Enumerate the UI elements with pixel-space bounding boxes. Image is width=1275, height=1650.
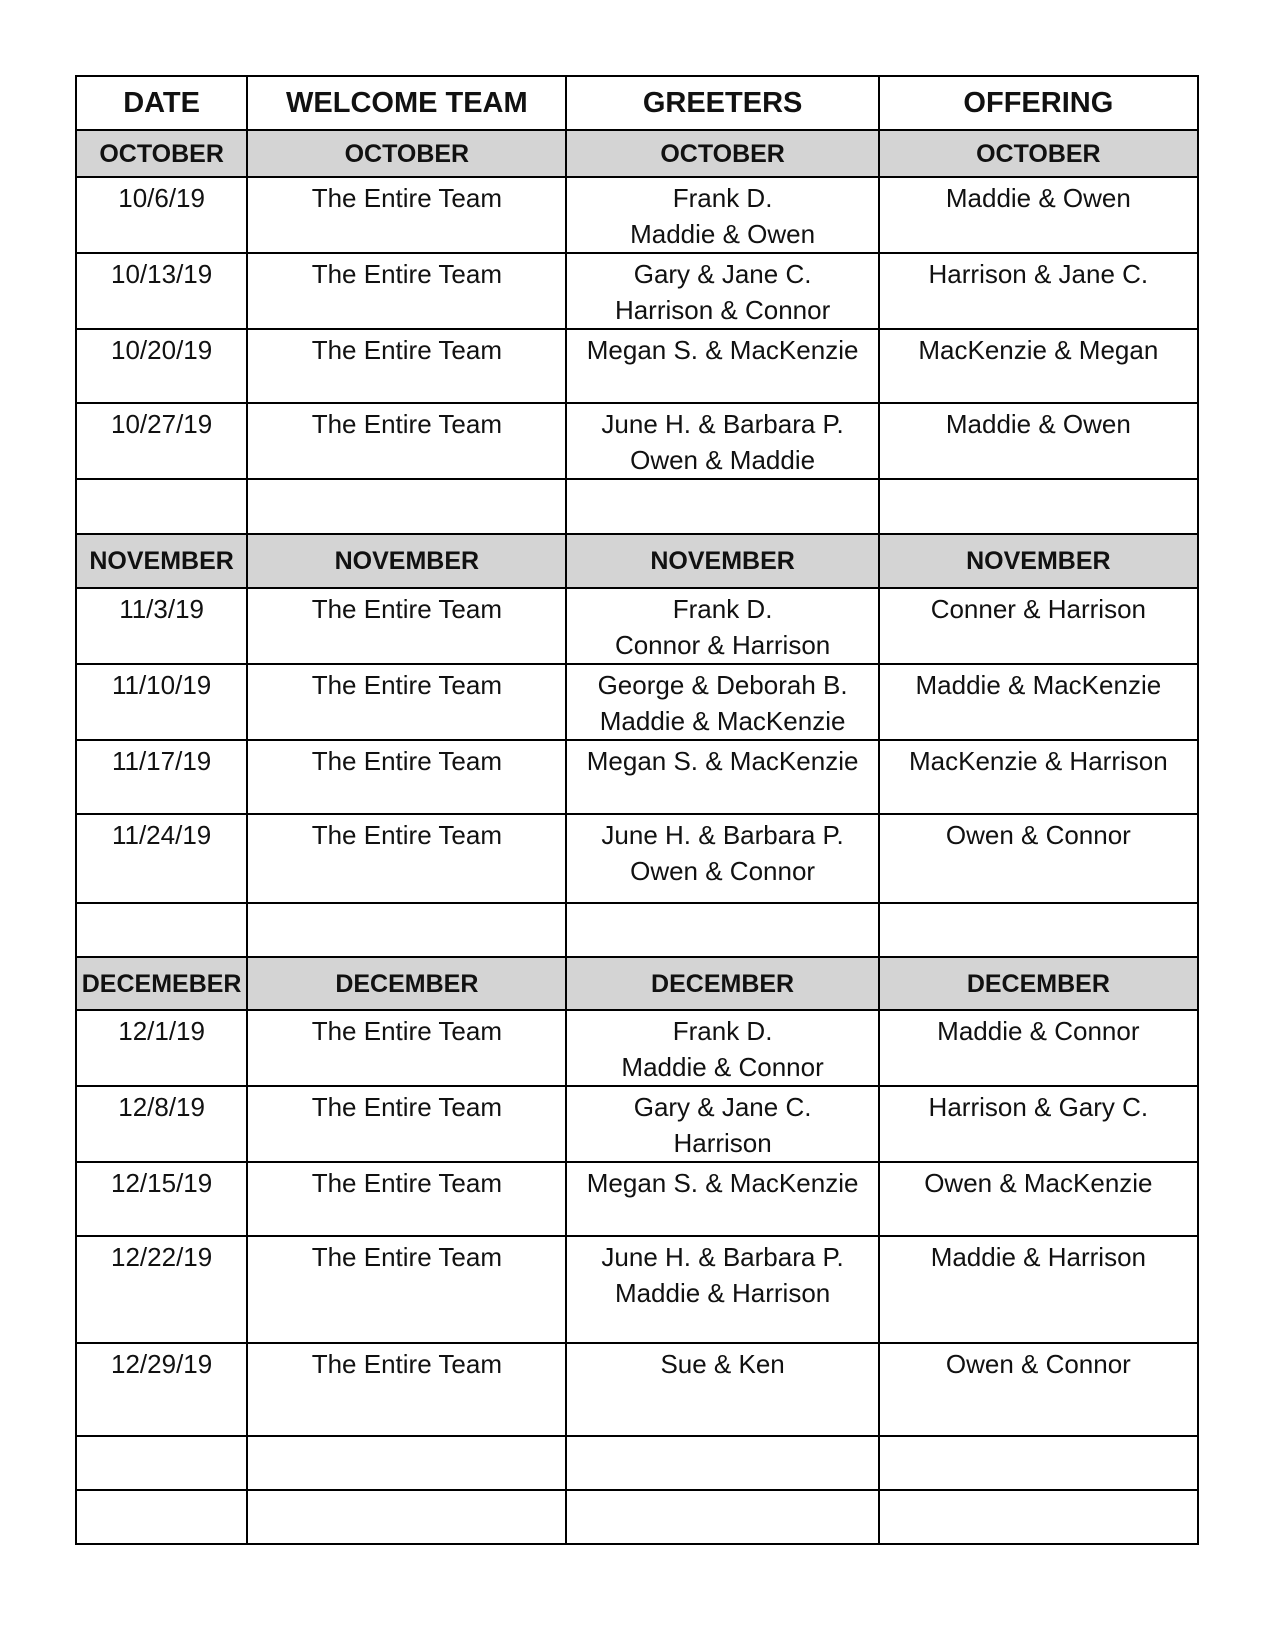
greeter-line: Harrison — [673, 1128, 772, 1158]
blank-cell — [566, 903, 878, 957]
column-header-greeters: GREETERS — [566, 76, 878, 130]
schedule-row — [76, 1236, 1198, 1343]
offering-cell: Harrison & Gary C. — [879, 1086, 1198, 1162]
blank-row — [76, 1490, 1198, 1544]
greeter-line: Maddie & Harrison — [614, 1278, 831, 1308]
welcome-team-cell: The Entire Team — [247, 740, 566, 814]
date-cell: 10/20/19 — [76, 329, 247, 403]
schedule-row — [76, 177, 1198, 253]
welcome-team-cell: The Entire Team — [247, 1343, 566, 1436]
column-header-date: DATE — [76, 76, 247, 130]
month-label-date: OCTOBER — [76, 130, 247, 177]
schedule-row — [76, 740, 1198, 814]
date-cell: 12/15/19 — [76, 1162, 247, 1236]
month-header-row — [76, 957, 1198, 1010]
month-label-welcome-team: DECEMBER — [247, 957, 566, 1010]
greeter-line: Megan S. & MacKenzie — [586, 1168, 859, 1198]
blank-row — [76, 1436, 1198, 1490]
date-cell: 10/13/19 — [76, 253, 247, 329]
month-label-greeters: OCTOBER — [566, 130, 878, 177]
greeters-cell — [566, 1236, 878, 1343]
schedule-row — [76, 253, 1198, 329]
offering-cell: Maddie & Harrison — [879, 1236, 1198, 1343]
offering-cell: MacKenzie & Megan — [879, 329, 1198, 403]
column-header-row — [76, 76, 1198, 130]
month-label-offering: DECEMBER — [879, 957, 1198, 1010]
blank-cell — [879, 479, 1198, 534]
offering-cell: Conner & Harrison — [879, 588, 1198, 664]
blank-cell — [879, 903, 1198, 957]
greeter-line: Maddie & MacKenzie — [599, 706, 846, 736]
date-cell: 10/6/19 — [76, 177, 247, 253]
welcome-team-cell: The Entire Team — [247, 664, 566, 740]
offering-cell: Owen & Connor — [879, 1343, 1198, 1436]
greeter-line: Owen & Maddie — [630, 445, 816, 475]
greeter-line: Sue & Ken — [660, 1349, 785, 1379]
greeter-line: Frank D. — [672, 1016, 773, 1046]
greeter-line: Megan S. & MacKenzie — [586, 335, 859, 365]
greeters-cell — [566, 1010, 878, 1086]
greeter-line: Frank D. — [672, 594, 773, 624]
month-label-date: DECEMEBER — [76, 957, 247, 1010]
month-label-offering: NOVEMBER — [879, 534, 1198, 588]
blank-cell — [247, 1436, 566, 1490]
greeters-cell — [566, 588, 878, 664]
schedule-row — [76, 588, 1198, 664]
greeters-cell — [566, 403, 878, 479]
date-cell: 10/27/19 — [76, 403, 247, 479]
greeter-line: Maddie & Connor — [621, 1052, 824, 1082]
month-label-greeters: DECEMBER — [566, 957, 878, 1010]
offering-cell: Harrison & Jane C. — [879, 253, 1198, 329]
welcome-team-cell: The Entire Team — [247, 177, 566, 253]
offering-cell: MacKenzie & Harrison — [879, 740, 1198, 814]
greeters-cell — [566, 1086, 878, 1162]
greeters-cell — [566, 253, 878, 329]
date-cell: 11/17/19 — [76, 740, 247, 814]
blank-cell — [76, 1436, 247, 1490]
date-cell: 11/10/19 — [76, 664, 247, 740]
greeter-line: Gary & Jane C. — [633, 259, 812, 289]
greeters-cell — [566, 329, 878, 403]
date-cell: 12/29/19 — [76, 1343, 247, 1436]
offering-cell: Maddie & Owen — [879, 403, 1198, 479]
welcome-team-cell: The Entire Team — [247, 1086, 566, 1162]
schedule-row — [76, 403, 1198, 479]
greeter-line: June H. & Barbara P. — [601, 409, 844, 439]
welcome-team-cell: The Entire Team — [247, 1162, 566, 1236]
blank-cell — [76, 1490, 247, 1544]
greeters-cell — [566, 1343, 878, 1436]
greeter-line: Connor & Harrison — [614, 630, 831, 660]
greeters-cell — [566, 664, 878, 740]
month-header-row — [76, 130, 1198, 177]
greeter-line: Harrison & Connor — [614, 295, 831, 325]
blank-row — [76, 903, 1198, 957]
greeter-line: Owen & Connor — [630, 856, 816, 886]
date-cell: 11/3/19 — [76, 588, 247, 664]
offering-cell: Maddie & MacKenzie — [879, 664, 1198, 740]
welcome-team-cell: The Entire Team — [247, 814, 566, 903]
greeters-cell — [566, 814, 878, 903]
schedule-row — [76, 814, 1198, 903]
greeters-cell — [566, 177, 878, 253]
welcome-team-cell: The Entire Team — [247, 1236, 566, 1343]
blank-cell — [566, 1436, 878, 1490]
greeter-line: Megan S. & MacKenzie — [586, 746, 859, 776]
greeter-line: June H. & Barbara P. — [601, 1242, 844, 1272]
month-label-greeters: NOVEMBER — [566, 534, 878, 588]
schedule-row — [76, 1162, 1198, 1236]
offering-cell: Maddie & Connor — [879, 1010, 1198, 1086]
blank-cell — [879, 1490, 1198, 1544]
welcome-team-cell: The Entire Team — [247, 253, 566, 329]
greeter-line: Gary & Jane C. — [633, 1092, 812, 1122]
blank-cell — [76, 903, 247, 957]
welcome-team-cell: The Entire Team — [247, 329, 566, 403]
blank-cell — [879, 1436, 1198, 1490]
greeter-line: June H. & Barbara P. — [601, 820, 844, 850]
greeter-line: George & Deborah B. — [597, 670, 848, 700]
blank-cell — [247, 479, 566, 534]
greeter-line: Frank D. — [672, 183, 773, 213]
date-cell: 11/24/19 — [76, 814, 247, 903]
schedule-table — [75, 75, 1199, 1545]
blank-row — [76, 479, 1198, 534]
schedule-body — [76, 130, 1198, 1544]
column-header-offering: OFFERING — [879, 76, 1198, 130]
schedule-row — [76, 329, 1198, 403]
month-label-date: NOVEMBER — [76, 534, 247, 588]
schedule-row — [76, 1010, 1198, 1086]
greeters-cell — [566, 740, 878, 814]
blank-cell — [247, 1490, 566, 1544]
date-cell: 12/8/19 — [76, 1086, 247, 1162]
blank-cell — [76, 479, 247, 534]
welcome-team-cell: The Entire Team — [247, 1010, 566, 1086]
schedule-row — [76, 1343, 1198, 1436]
schedule-row — [76, 664, 1198, 740]
blank-cell — [566, 479, 878, 534]
blank-cell — [247, 903, 566, 957]
blank-cell — [566, 1490, 878, 1544]
month-label-offering: OCTOBER — [879, 130, 1198, 177]
column-header-welcome-team: WELCOME TEAM — [247, 76, 566, 130]
month-header-row — [76, 534, 1198, 588]
date-cell: 12/22/19 — [76, 1236, 247, 1343]
offering-cell: Owen & Connor — [879, 814, 1198, 903]
greeters-cell — [566, 1162, 878, 1236]
month-label-welcome-team: OCTOBER — [247, 130, 566, 177]
welcome-team-cell: The Entire Team — [247, 588, 566, 664]
offering-cell: Maddie & Owen — [879, 177, 1198, 253]
date-cell: 12/1/19 — [76, 1010, 247, 1086]
welcome-team-cell: The Entire Team — [247, 403, 566, 479]
offering-cell: Owen & MacKenzie — [879, 1162, 1198, 1236]
schedule-row — [76, 1086, 1198, 1162]
greeter-line: Maddie & Owen — [630, 219, 816, 249]
month-label-welcome-team: NOVEMBER — [247, 534, 566, 588]
